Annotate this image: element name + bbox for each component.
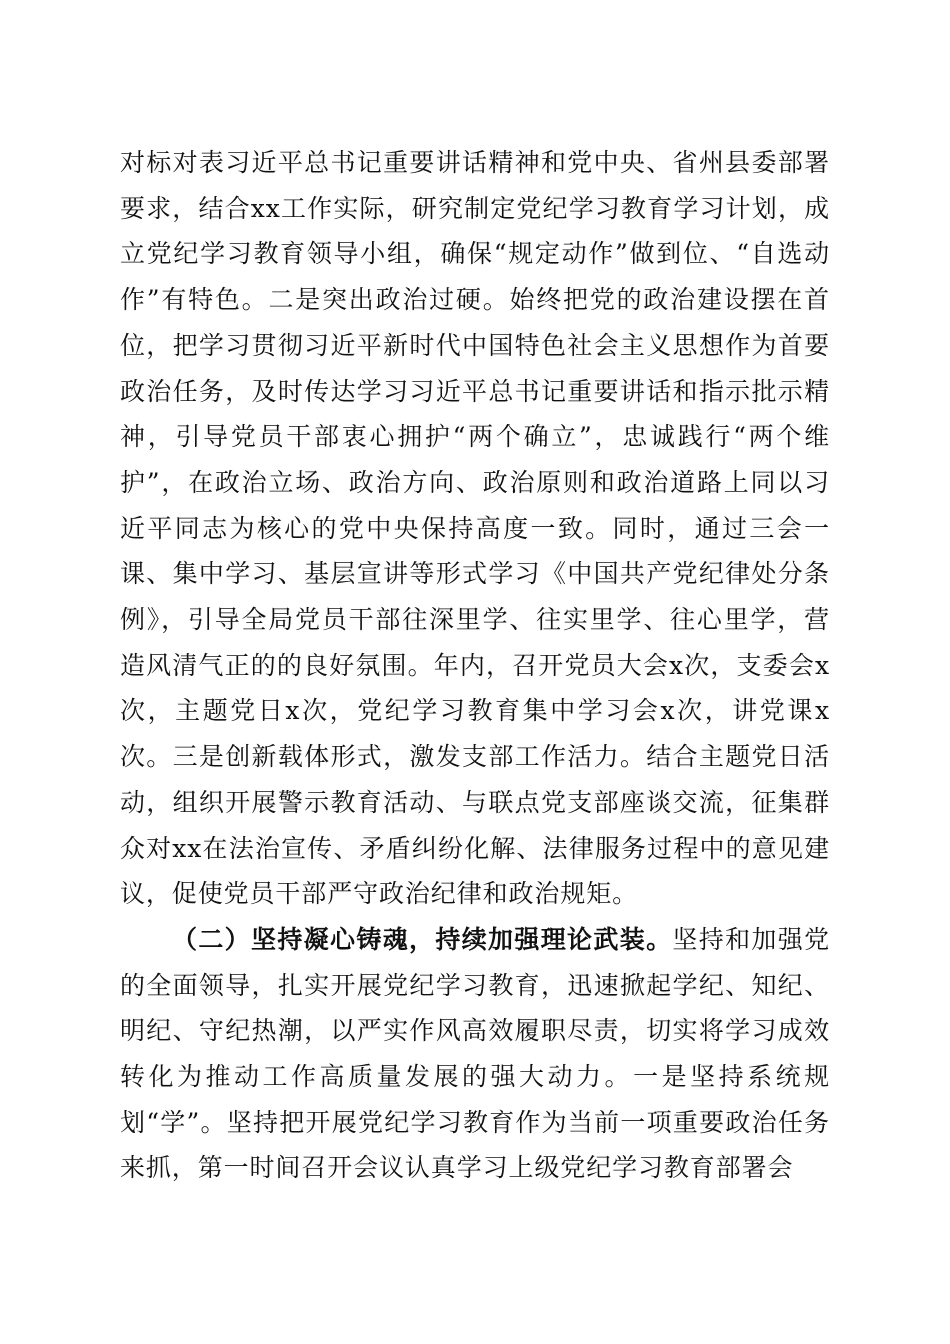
document-page bbox=[120, 140, 830, 1191]
section-body-text: 坚持和加强党的全面领导，扎实开展党纪学习教育，迅速掀起学纪、知纪、明纪、守纪热潮，以严实作风高效履职尽责，切实将学习成效转化为推动工作高质量发展的强大动力。一是坚持系统规划“学”。坚持把开展党纪学习教育作为当前一项重要政治任务来抓，第一时间召开会议认真学习上级党纪学习教育部署会 bbox=[120, 924, 830, 1183]
body-paragraph: 对标对表习近平总书记重要讲话精神和党中央、省州县委部署要求，结合xx工作实际，研究制定党纪学习教育学习计划，成立党纪学习教育领导小组，确保“规定动作”做到位、“自选动作”有特色。二是突出政治过硬。始终把党的政治建设摆在首位，把学习贯彻习近平新时代中国特色社会主义思想作为首要政治任务，及时传达学习习近平总书记重要讲话和指示批示精神，引导党员干部衷心拥护“两个确立”，忠诚践行“两个维护”，在政治立场、政治方向、政治原则和政治道路上同以习近平同志为核心的党中央保持高度一致。同时，通过三会一课、集中学习、基层宣讲等形式学习《中国共产党纪律处分条例》，引导全局党员干部往深里学、往实里学、往心里学，营造风清气正的的良好氛围。年内，召开党员大会x次，支委会x次，主题党日x次，党纪学习教育集中学习会x次，讲党课x次。三是创新载体形式，激发支部工作活力。结合主题党日活动，组织开展警示教育活动、与联点党支部座谈交流，征集群众对xx在法治宣传、矛盾纠纷化解、法律服务过程中的意见建议，促使党员干部严守政治纪律和政治规矩。 bbox=[120, 148, 830, 909]
section-heading: （二）坚持凝心铸魂，持续加强理论武装。 bbox=[172, 924, 673, 954]
section-paragraph bbox=[120, 917, 830, 1191]
